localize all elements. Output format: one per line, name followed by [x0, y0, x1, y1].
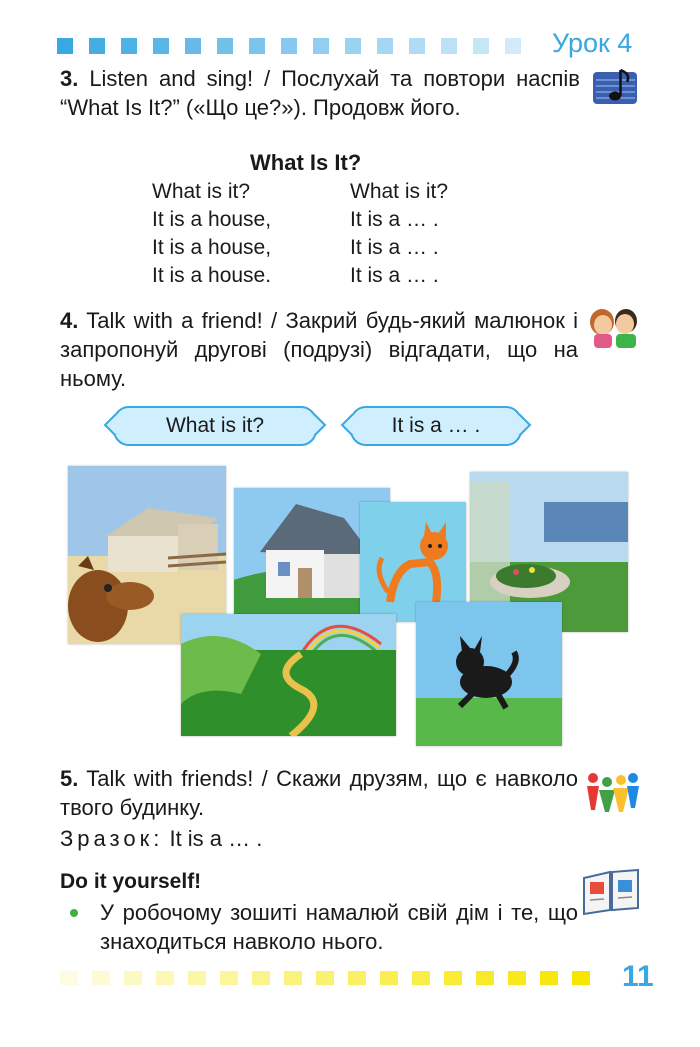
header-dot	[281, 38, 297, 54]
header-dot	[441, 38, 457, 54]
song-line: It is a … .	[350, 264, 439, 287]
header-dot	[473, 38, 489, 54]
footer-dot	[92, 971, 110, 985]
open-book-icon	[580, 864, 642, 916]
task-5-instruction: Talk with friends! / Скажи друзям, що є навколо твого будинку.	[60, 766, 579, 820]
song-line: It is a … .	[350, 236, 439, 259]
song-line: It is a house,	[152, 236, 272, 259]
footer-dot	[156, 971, 174, 985]
bubble-it-is-a	[350, 406, 522, 446]
song-left-column	[152, 180, 271, 292]
footer-dot	[540, 971, 558, 985]
header-dot	[217, 38, 233, 54]
sample-text: It is a … .	[169, 826, 263, 851]
song-line: What is it?	[152, 180, 251, 203]
task-4-instruction: Talk with a friend! / Закрий будь-який малюнок і запропонуй другові (подрузі) відгадати, що на ньому.	[60, 308, 579, 391]
header-dot	[185, 38, 201, 54]
footer-dot	[220, 971, 238, 985]
footer-dot	[476, 971, 494, 985]
song-line: It is a house,	[152, 208, 272, 231]
bubble-question-text: What is it?	[165, 414, 265, 437]
footer-dot	[380, 971, 398, 985]
page-number: 11	[622, 960, 654, 993]
two-kids-icon	[584, 306, 644, 350]
task-3-instruction: Listen and sing! / Послухай та повтори наспів “What Is It?” («Що це?»). Продовж його.	[60, 66, 580, 120]
sample-line	[60, 826, 262, 852]
song-line: It is a … .	[350, 208, 439, 231]
group-of-friends-icon	[583, 770, 641, 814]
header-dot	[377, 38, 393, 54]
header-dot	[505, 38, 521, 54]
header-dots	[57, 38, 537, 54]
footer-dot	[252, 971, 270, 985]
header-dot	[345, 38, 361, 54]
task-3-text	[60, 64, 580, 122]
picture-puppy	[416, 602, 562, 746]
footer-dot	[188, 971, 206, 985]
footer-dot	[444, 971, 462, 985]
header-dot	[57, 38, 73, 54]
task-4-number: 4.	[60, 308, 79, 333]
footer-dots	[60, 971, 608, 985]
homework-text: У робочому зошиті намалюй свій дім і те, що знаходиться навколо нього.	[100, 900, 578, 954]
task-4-text	[60, 306, 578, 393]
header-dot	[249, 38, 265, 54]
footer-dot	[508, 971, 526, 985]
lesson-label: Урок 4	[552, 28, 633, 58]
picture-field-road-rainbow	[181, 614, 396, 736]
footer-dot	[316, 971, 334, 985]
song-title: What Is It?	[250, 150, 362, 175]
header-dot	[89, 38, 105, 54]
footer-dot	[412, 971, 430, 985]
bubble-answer-text: It is a … .	[391, 414, 481, 437]
task-5-number: 5.	[60, 766, 79, 791]
sample-label: Зразок:	[60, 826, 164, 851]
footer-dot	[348, 971, 366, 985]
footer-dot	[60, 971, 78, 985]
task-3-number: 3.	[60, 66, 79, 91]
footer-dot	[284, 971, 302, 985]
footer-dot	[124, 971, 142, 985]
bubble-what-is-it	[113, 406, 317, 446]
task-5-text	[60, 764, 578, 822]
header-dot	[409, 38, 425, 54]
song-right-column	[350, 180, 448, 292]
song-line: It is a house.	[152, 264, 272, 287]
bullet-dot	[70, 909, 78, 917]
song-line: What is it?	[350, 180, 449, 203]
footer-dot	[572, 971, 590, 985]
music-note-icon	[591, 64, 641, 110]
header-dot	[153, 38, 169, 54]
header-dot	[313, 38, 329, 54]
header-dot	[121, 38, 137, 54]
homework-title: Do it yourself!	[60, 870, 202, 893]
